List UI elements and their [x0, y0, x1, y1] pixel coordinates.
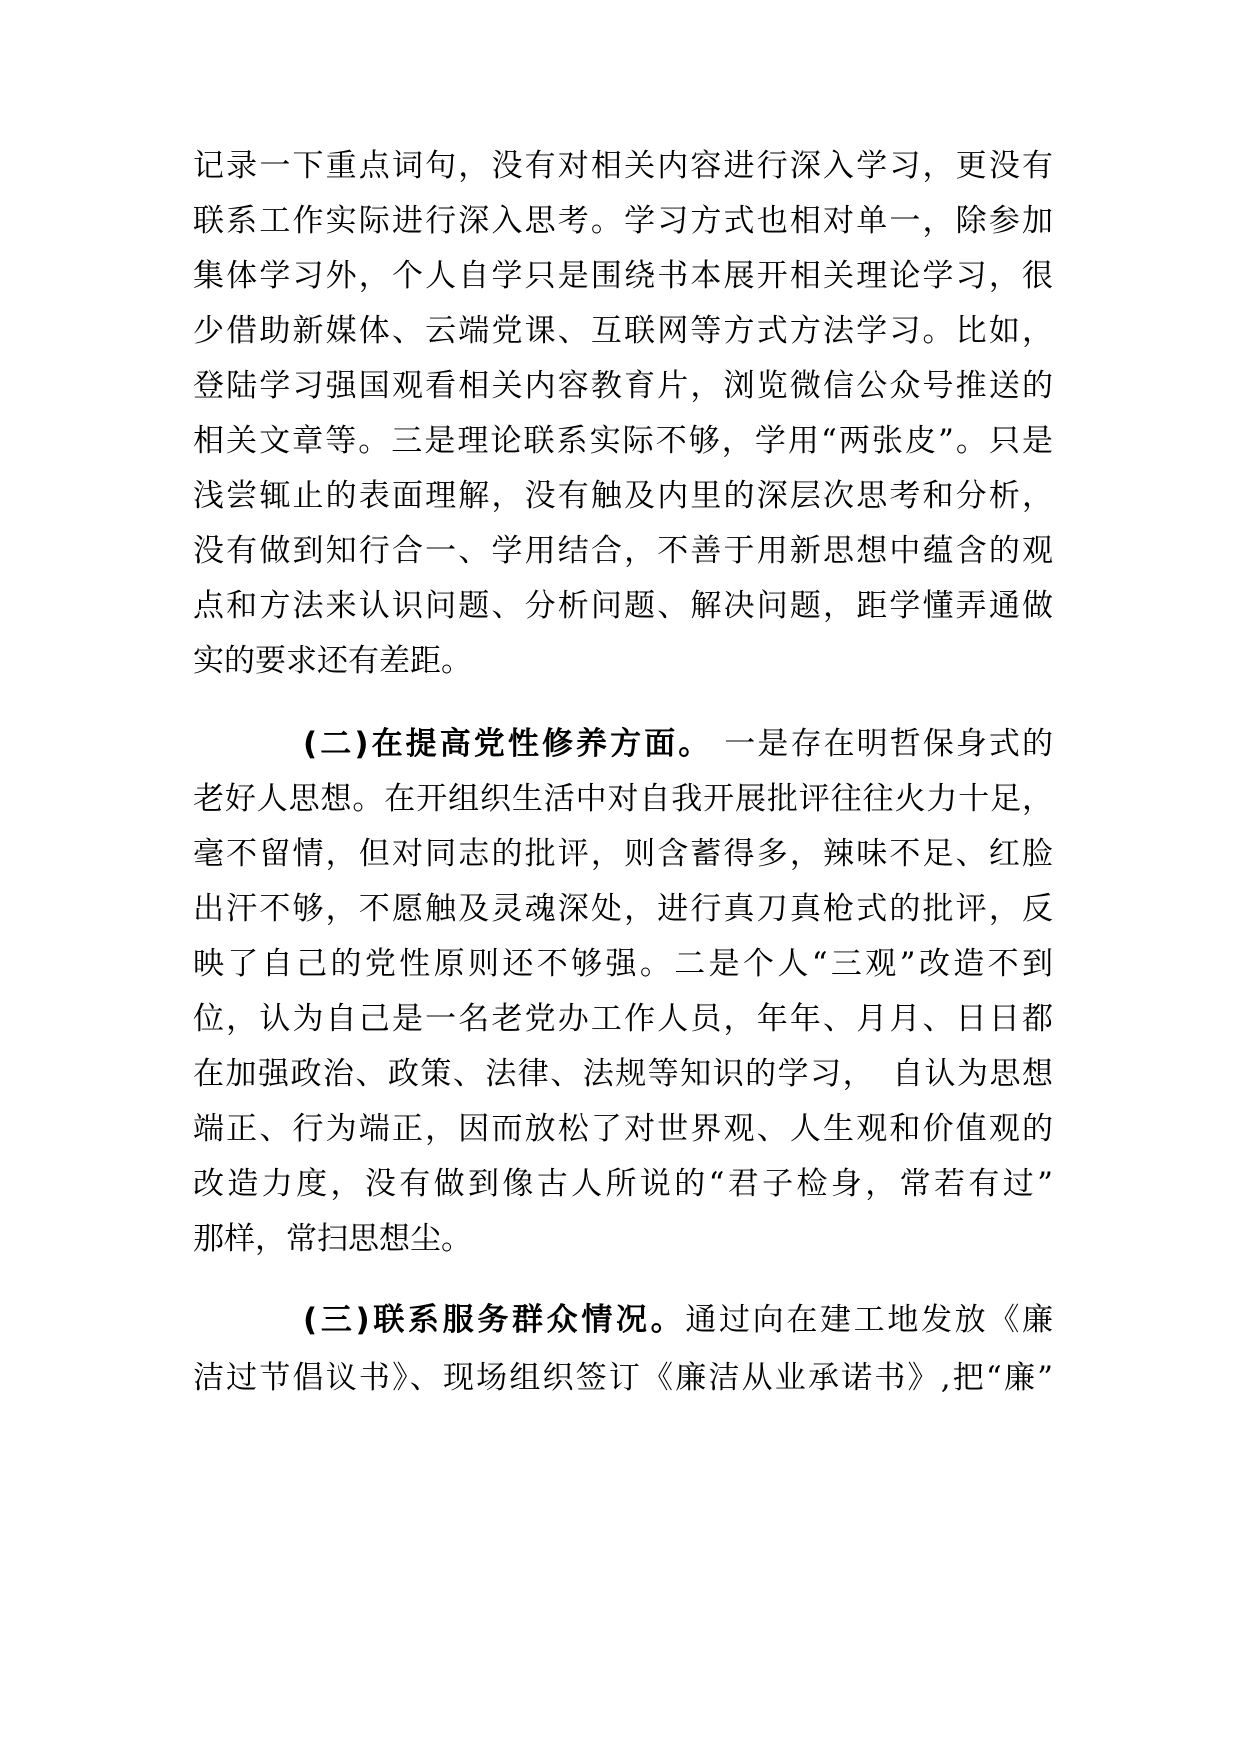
paragraph-2-first-line [303, 716, 1053, 772]
paragraph-2-line-10: 那样，常扫思想尘。 [193, 1221, 472, 1257]
paragraph-1-line-7: 浅尝辄止的表面理解，没有触及内里的深层次思考和分析， [193, 478, 1053, 514]
paragraph-1-line-8: 没有做到知行合一、学用结合，不善于用新思想中蕴含的观 [193, 533, 1053, 569]
section-heading-serving-masses: (三)联系服务群众情况。 [303, 1302, 686, 1338]
paragraph-1-line-10: 实的要求还有差距。 [193, 643, 472, 679]
paragraph-1-line-1: 记录一下重点词句，没有对相关内容进行深入学习，更没有 [193, 148, 1053, 184]
paragraph-2-line-8: 端正、行为端正，因而放松了对世界观、人生观和价值观的 [193, 1111, 1053, 1147]
paragraph-1-line-9: 点和方法来认识问题、分析问题、解决问题，距学懂弄通做 [193, 588, 1053, 624]
paragraph-3-first-line [303, 1292, 1053, 1348]
paragraph-3-line-2: 洁过节倡议书》、现场组织签订《廉洁从业承诺书》,把“廉” [193, 1360, 1053, 1396]
paragraph-2-line-6: 位，认为自己是一名老党办工作人员，年年、月月、日日都 [193, 1001, 1053, 1037]
paragraph-2-line-2: 老好人思想。在开组织生活中对自我开展批评往往火力十足， [193, 781, 1053, 817]
paragraph-2-line-4: 出汗不够，不愿触及灵魂深处，进行真刀真枪式的批评，反 [193, 891, 1053, 927]
paragraph-1-line-4: 少借助新媒体、云端党课、互联网等方式方法学习。比如， [193, 313, 1053, 349]
section-heading-party-spirit: (二)在提高党性修养方面。 [303, 726, 713, 762]
paragraph-1-line-2: 联系工作实际进行深入思考。学习方式也相对单一，除参加 [193, 203, 1053, 239]
paragraph-3-first-line-text: 通过向在建工地发放《廉 [685, 1302, 1054, 1338]
paragraph-2-line-3: 毫不留情，但对同志的批评，则含蓄得多，辣味不足、红脸 [193, 836, 1053, 872]
paragraph-1-line-5: 登陆学习强国观看相关内容教育片，浏览微信公众号推送的 [193, 368, 1053, 404]
paragraph-2-line-5: 映了自己的党性原则还不够强。二是个人“三观”改造不到 [193, 946, 1053, 982]
paragraph-1-line-3: 集体学习外，个人自学只是围绕书本展开相关理论学习，很 [193, 258, 1053, 294]
paragraph-2-line-9: 改造力度，没有做到像古人所说的“君子检身，常若有过” [193, 1166, 1053, 1202]
paragraph-2-first-line-text: 一是存在明哲保身式的 [712, 726, 1053, 762]
paragraph-2-line-7: 在加强政治、政策、法律、法规等知识的学习， 自认为思想 [193, 1056, 1053, 1092]
paragraph-1-line-6: 相关文章等。三是理论联系实际不够，学用“两张皮”。只是 [193, 423, 1053, 459]
